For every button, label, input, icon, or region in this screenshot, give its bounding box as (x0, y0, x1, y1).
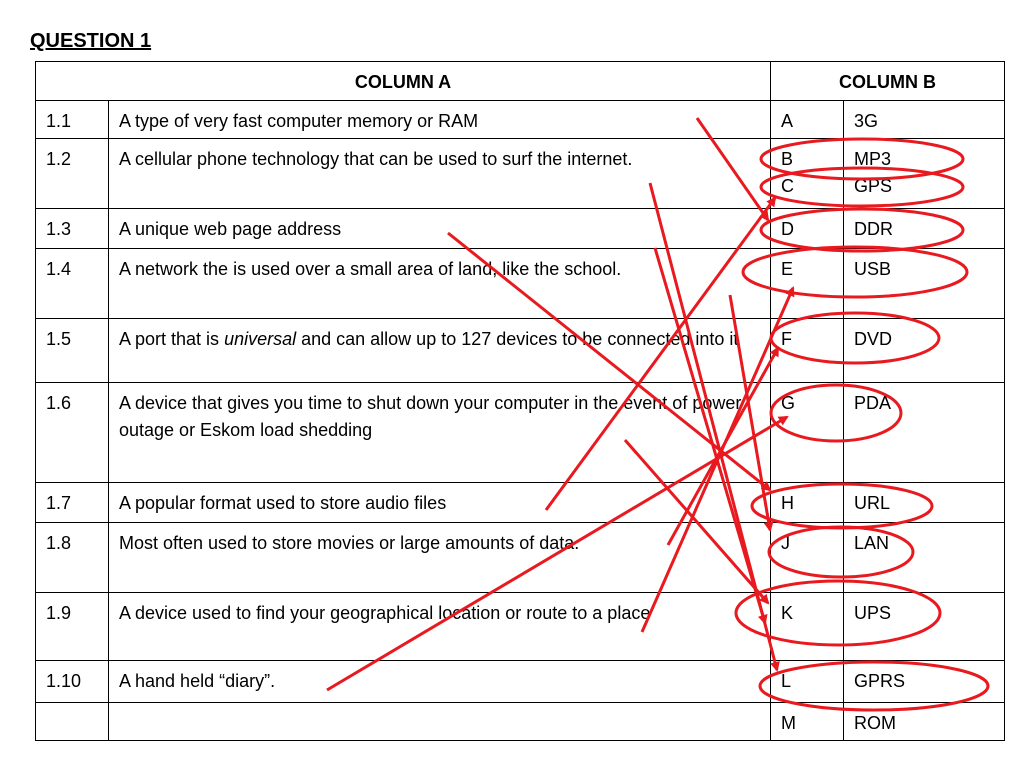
row-number: 1.1 (36, 101, 109, 139)
table-row (36, 703, 1005, 741)
row-term: DDR (844, 209, 1005, 249)
row-letter: L (771, 661, 844, 703)
row-term: UPS (844, 593, 1005, 661)
table-row (36, 249, 1005, 319)
table-row (36, 483, 1005, 523)
column-b-header: COLUMN B (771, 62, 1005, 101)
row-letter: D (771, 209, 844, 249)
row-letter: B C (771, 139, 844, 209)
row-number: 1.7 (36, 483, 109, 523)
row-letter: M (771, 703, 844, 741)
row-letter: A (771, 101, 844, 139)
row-number: 1.10 (36, 661, 109, 703)
row-term: 3G (844, 101, 1005, 139)
column-a-header: COLUMN A (36, 62, 771, 101)
row-description: A popular format used to store audio files (109, 483, 771, 523)
row-term: ROM (844, 703, 1005, 741)
row-number: 1.4 (36, 249, 109, 319)
table-row (36, 523, 1005, 593)
matching-table (35, 61, 1005, 741)
row-term: PDA (844, 383, 1005, 483)
row-description: A cellular phone technology that can be used to surf the internet. (109, 139, 771, 209)
table-row (36, 319, 1005, 383)
table-row (36, 209, 1005, 249)
row-letter: E (771, 249, 844, 319)
row-description: A network the is used over a small area of land, like the school. (109, 249, 771, 319)
row-description: A device that gives you time to shut down your computer in the event of power outage or Eskom load shedding (109, 383, 771, 483)
row-description: Most often used to store movies or large amounts of data. (109, 523, 771, 593)
row-letter: G (771, 383, 844, 483)
desc-text: and can allow up to 127 devices to be connected into it (296, 329, 739, 349)
row-description: A hand held “diary”. (109, 661, 771, 703)
desc-text: A port that is (119, 329, 225, 349)
row-description (109, 319, 771, 383)
row-letter: K (771, 593, 844, 661)
row-number: 1.9 (36, 593, 109, 661)
row-number: 1.5 (36, 319, 109, 383)
row-description (109, 703, 771, 741)
row-number (36, 703, 109, 741)
table-row (36, 383, 1005, 483)
row-term: LAN (844, 523, 1005, 593)
row-description: A type of very fast computer memory or RAM (109, 101, 771, 139)
row-term: USB (844, 249, 1005, 319)
desc-emphasis: universal (224, 329, 297, 349)
row-number: 1.8 (36, 523, 109, 593)
table-row (36, 139, 1005, 209)
row-letter: J (771, 523, 844, 593)
table-row (36, 101, 1005, 139)
row-description: A unique web page address (109, 209, 771, 249)
row-term: GPRS (844, 661, 1005, 703)
question-title: QUESTION 1 (30, 30, 152, 52)
row-term: MP3 GPS (844, 139, 1005, 209)
row-term: DVD (844, 319, 1005, 383)
row-number: 1.3 (36, 209, 109, 249)
row-number: 1.6 (36, 383, 109, 483)
row-letter: F (771, 319, 844, 383)
row-letter: H (771, 483, 844, 523)
row-term: URL (844, 483, 1005, 523)
header-row (36, 62, 1005, 101)
row-description: A device used to find your geographical location or route to a place (109, 593, 771, 661)
table-row (36, 661, 1005, 703)
table-row (36, 593, 1005, 661)
row-number: 1.2 (36, 139, 109, 209)
